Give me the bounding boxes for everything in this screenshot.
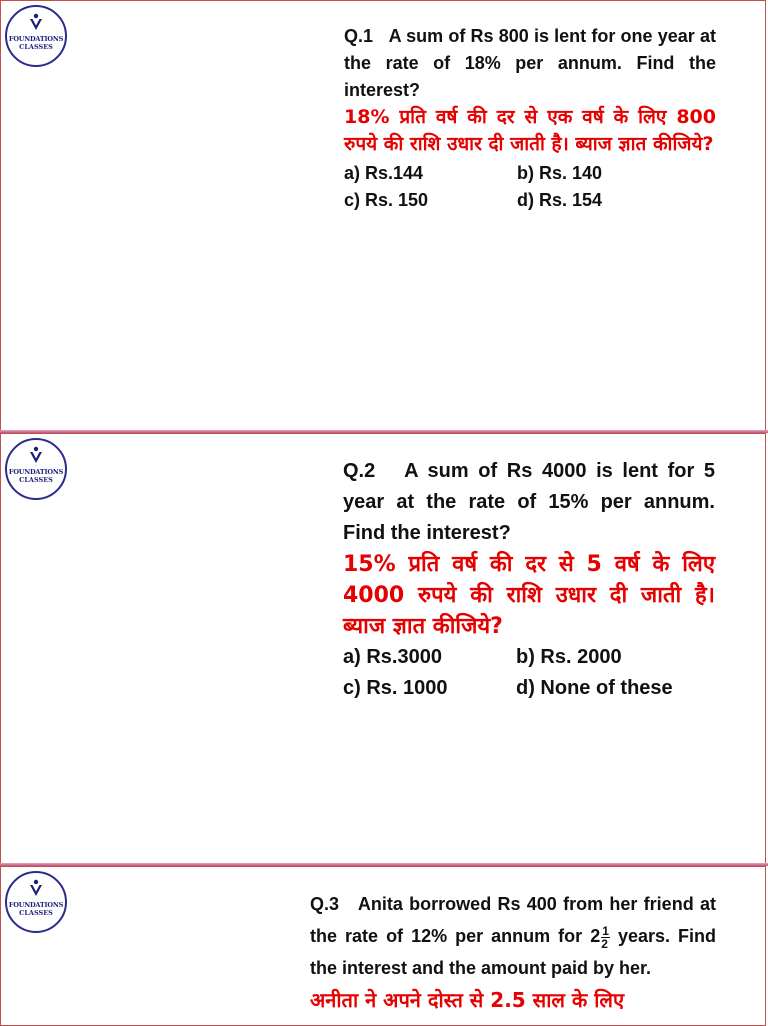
question-2-options (343, 642, 715, 704)
foundations-classes-logo (5, 871, 67, 933)
question-2-text: A sum of Rs 4000 is lent for 5 year at the rate of 15% per annum. Find the interest? (343, 460, 716, 544)
person-v-icon (29, 446, 43, 464)
option-c[interactable]: c) Rs. 1000 (343, 677, 448, 699)
person-v-icon (29, 879, 43, 897)
foundations-classes-logo (5, 438, 67, 500)
question-3-text: Anita borrowed Rs 400 from her friend at the rate of 12% per annum for 2 (310, 894, 716, 946)
fraction-denominator: 2 (601, 936, 608, 951)
question-1-options (344, 160, 716, 214)
logo-text-top: FOUNDATIONS (8, 468, 64, 476)
logo-text-bottom: CLASSES (19, 476, 53, 484)
fraction-numerator: 1 (602, 923, 609, 938)
question-3-text-continued: years. Find the interest and the amount paid by her. (310, 926, 716, 978)
question-2-number: Q.2 (343, 460, 376, 482)
question-3-english (310, 888, 716, 984)
question-1-number: Q.1 (344, 26, 374, 46)
option-a[interactable]: a) Rs.3000 (343, 646, 442, 668)
option-a[interactable]: a) Rs.144 (344, 163, 424, 183)
logo-text-bottom: CLASSES (19, 43, 53, 51)
question-1-text: A sum of Rs 800 is lent for one year at the rate of 18% per annum. Find the interest? (344, 26, 716, 100)
option-d[interactable]: d) None of these (516, 677, 673, 699)
logo-text-top: FOUNDATIONS (8, 35, 64, 43)
fraction-half (601, 925, 610, 950)
option-d[interactable]: d) Rs. 154 (517, 190, 603, 210)
question-2-english (343, 456, 715, 549)
option-b[interactable]: b) Rs. 2000 (516, 646, 622, 668)
slide-question-1 (0, 0, 766, 433)
question-1 (344, 23, 716, 214)
question-3-number: Q.3 (310, 894, 340, 914)
question-2-hindi: 15% प्रति वर्ष की दर से 5 वर्ष के लिए 4000 रुपये की राशि उधार दी जाती है। ब्याज ज्ञात कीजिये? (343, 552, 715, 639)
foundations-classes-logo (5, 5, 67, 67)
logo-text-top: FOUNDATIONS (8, 901, 64, 909)
question-3-hindi: अनीता ने अपने दोस्त से 2.5 साल के लिए (310, 988, 625, 1012)
logo-text-bottom: CLASSES (19, 909, 53, 917)
option-b[interactable]: b) Rs. 140 (517, 163, 603, 183)
question-2 (343, 456, 715, 704)
question-1-english (344, 23, 716, 104)
question-3 (310, 888, 716, 1016)
option-c[interactable]: c) Rs. 150 (344, 190, 429, 210)
person-v-icon (29, 13, 43, 31)
question-1-hindi: 18% प्रति वर्ष की दर से एक वर्ष के लिए 800 रुपये की राशि उधार दी जाती है। ब्याज ज्ञात कीजिये? (344, 106, 716, 155)
